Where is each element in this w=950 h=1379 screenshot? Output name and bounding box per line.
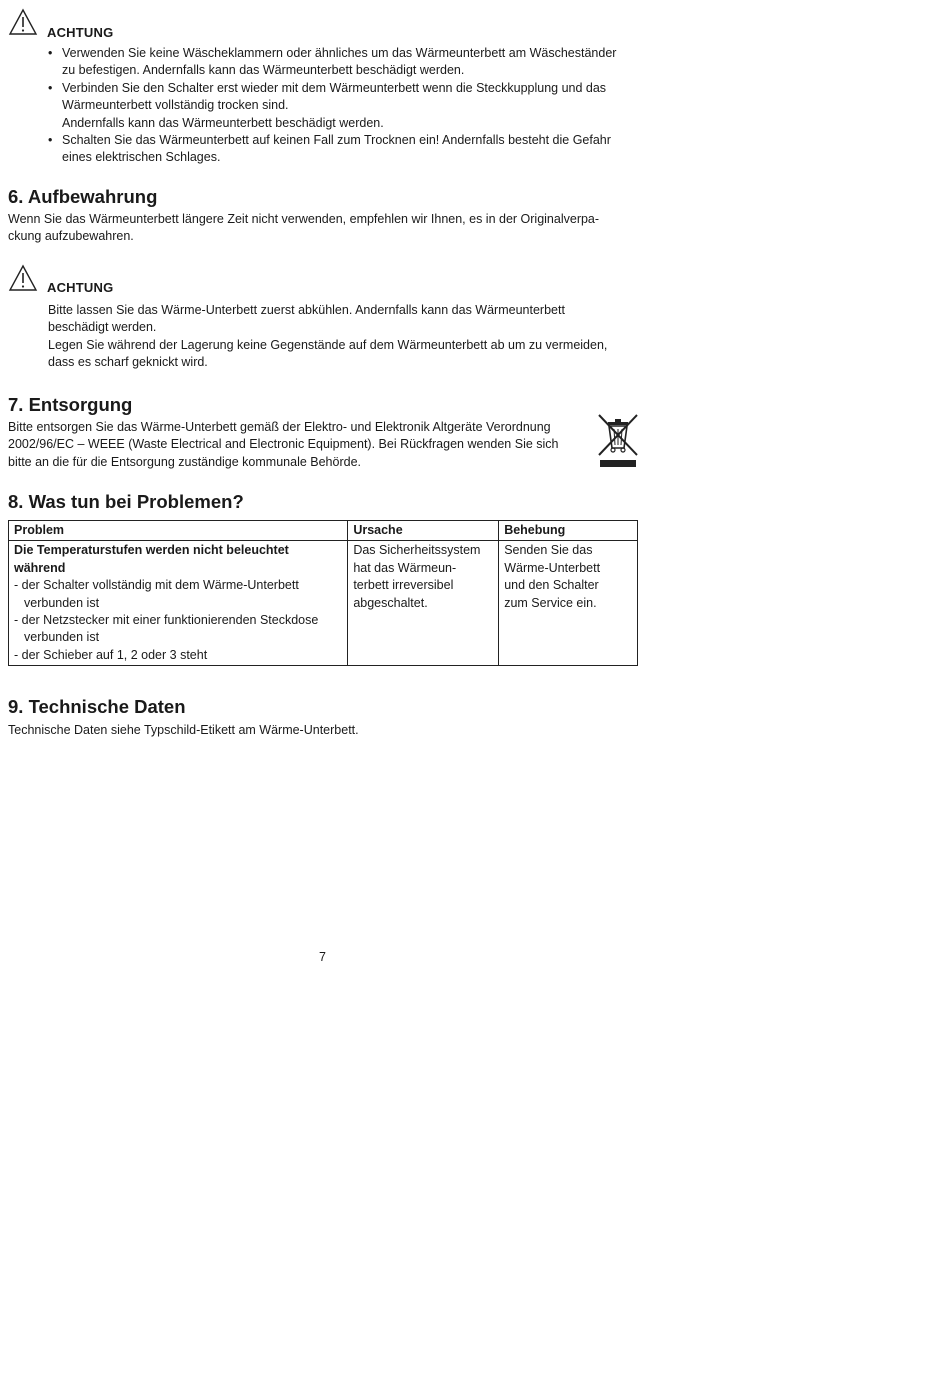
troubleshooting-table (8, 520, 638, 666)
section-heading-entsorgung: 7. Entsorgung (8, 394, 133, 415)
section-heading-probleme: 8. Was tun bei Problemen? (8, 491, 244, 512)
warning-title: ACHTUNG (47, 25, 114, 40)
cause-cell: Das Sicherheitssystem hat das Wärmeun- terbett irreversibel abgeschaltet. (348, 541, 499, 666)
warning-text: Bitte lassen Sie das Wärme-Unterbett zuerst abkühlen. Andernfalls kann das Wärmeunterbett beschädigt werden. Legen Sie während der Lagerung keine Gegenstände auf dem Wärmeunterbett ab um zu vermeiden, dass es scharf geknickt wird. (48, 303, 608, 370)
problem-cell: Die Temperaturstufen werden nicht beleuchtet während - der Schalter vollständig mit dem Wärme-Unterbett verbunden ist - der Netzstecker mit einer funktionierenden Steckdose verbunden ist - der Schieber auf 1, 2 oder 3 steht (9, 541, 348, 666)
section-text: Wenn Sie das Wärmeunterbett längere Zeit nicht verwenden, empfehlen wir Ihnen, es in der Originalverpa- ckung aufzubewahren. (8, 212, 600, 244)
warning-triangle-icon (8, 8, 38, 36)
section-heading-aufbewahrung: 6. Aufbewahrung (8, 186, 158, 207)
table-header-row (9, 521, 638, 541)
section-text: Technische Daten siehe Typschild-Etikett am Wärme-Unterbett. (8, 723, 359, 737)
list-item: • Verwenden Sie keine Wäscheklammern oder ähnliches um das Wärmeunterbett am Wäscheständer zu befestigen. Andernfalls kann das Wärmeunterbett beschädigt werden. (48, 45, 648, 80)
warning-list (48, 45, 648, 167)
warning-triangle-icon (8, 264, 38, 292)
fix-cell: Senden Sie das Wärme-Unterbett und den Schalter zum Service ein. (499, 541, 638, 666)
warning-title: ACHTUNG (47, 280, 114, 295)
column-header-ursache: Ursache (348, 521, 499, 541)
page-number: 7 (319, 950, 326, 964)
list-item: • Verbinden Sie den Schalter erst wieder mit dem Wärmeunterbett wenn die Steckkupplung und das Wärmeunterbett vollständig trocken sind. Andernfalls kann das Wärmeunterbett beschädigt werden. (48, 80, 648, 132)
section-text: Bitte entsorgen Sie das Wärme-Unterbett gemäß der Elektro- und Elektronik Altgeräte Verordnung 2002/96/EC – WEEE (Waste Electrical and Electronic Equipment). Bei Rückfragen wenden Sie sich bitte an die für die Entsorgung zuständige kommunale Behörde. (8, 420, 559, 469)
column-header-problem: Problem (9, 521, 348, 541)
section-heading-technische-daten: 9. Technische Daten (8, 696, 186, 717)
column-header-behebung: Behebung (499, 521, 638, 541)
table-row (9, 541, 638, 666)
list-item: • Schalten Sie das Wärmeunterbett auf keinen Fall zum Trocknen ein! Andernfalls besteht die Gefahr eines elektrischen Schlages. (48, 132, 648, 167)
weee-crossed-bin-icon (596, 412, 640, 470)
